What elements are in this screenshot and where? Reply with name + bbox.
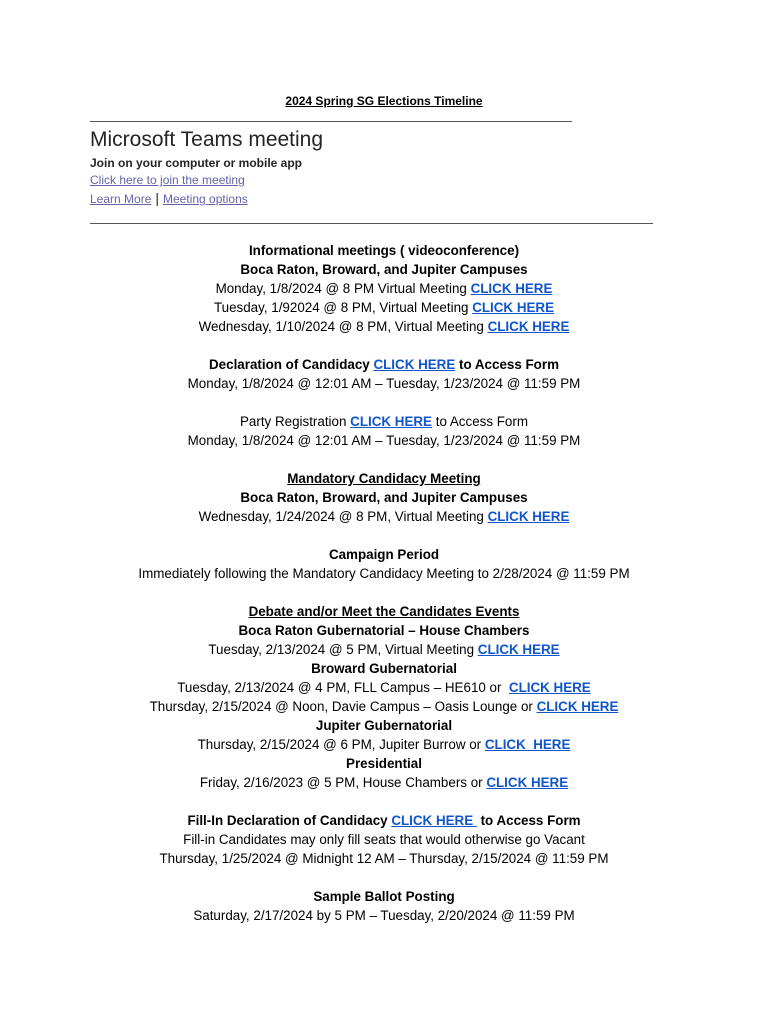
info-session-1-link[interactable]: CLICK HERE (470, 281, 553, 296)
presidential-debate-link[interactable]: CLICK HERE (486, 775, 569, 790)
timeline-content (0, 241, 768, 925)
party-registration-link[interactable]: CLICK HERE (350, 414, 432, 429)
info-session-3-link[interactable]: CLICK HERE (487, 319, 570, 334)
meeting-options-link[interactable]: Meeting options (163, 192, 248, 206)
jupiter-debate-heading: Jupiter Gubernatorial (315, 718, 453, 733)
party-registration-heading: Party Registration CLICK HERE to Access Form (240, 414, 528, 429)
document-title: 2024 Spring SG Elections Timeline (285, 94, 483, 108)
boca-debate-heading: Boca Raton Gubernatorial – House Chambers (238, 623, 530, 638)
broward-debate-row: Thursday, 2/15/2024 @ Noon, Davie Campus – Oasis Lounge or CLICK HERE (149, 699, 619, 714)
fill-in-heading: Fill-In Declaration of Candidacy CLICK HERE to Access Form (187, 813, 581, 828)
divider-top (90, 121, 572, 122)
boca-debate-row: Tuesday, 2/13/2024 @ 5 PM, Virtual Meeting CLICK HERE (208, 642, 560, 657)
declaration-dates: Monday, 1/8/2024 @ 12:01 AM – Tuesday, 1/23/2024 @ 11:59 PM (187, 376, 581, 391)
mandatory-meeting-campuses: Boca Raton, Broward, and Jupiter Campuses (240, 490, 528, 505)
party-registration-dates: Monday, 1/8/2024 @ 12:01 AM – Tuesday, 1/23/2024 @ 11:59 PM (187, 433, 581, 448)
mandatory-meeting-row: Wednesday, 1/24/2024 @ 8 PM, Virtual Meeting CLICK HERE (198, 509, 570, 524)
teams-meeting-block (90, 127, 323, 208)
fill-in-dates: Thursday, 1/25/2024 @ Midnight 12 AM – Thursday, 2/15/2024 @ 11:59 PM (159, 851, 609, 866)
presidential-debate-heading: Presidential (346, 756, 422, 771)
broward-debate-heading: Broward Gubernatorial (311, 661, 457, 676)
sample-ballot-heading: Sample Ballot Posting (313, 889, 455, 904)
mandatory-meeting-link[interactable]: CLICK HERE (487, 509, 570, 524)
campaign-period-text: Immediately following the Mandatory Candidacy Meeting to 2/28/2024 @ 11:59 PM (138, 566, 630, 581)
fill-in-link[interactable]: CLICK HERE (391, 813, 477, 828)
broward-debate-link-1[interactable]: CLICK HERE (508, 680, 591, 695)
teams-subheading: Join on your computer or mobile app (90, 156, 303, 170)
info-meetings-heading: Informational meetings ( videoconference) (248, 243, 520, 258)
declaration-heading: Declaration of Candidacy CLICK HERE to Access Form (209, 357, 559, 372)
jupiter-debate-link[interactable]: CLICK HERE (484, 737, 571, 752)
info-session-2-link[interactable]: CLICK HERE (472, 300, 555, 315)
learn-more-link[interactable]: Learn More (90, 192, 152, 206)
campaign-period-heading: Campaign Period (328, 547, 440, 562)
divider-teams-bottom (90, 223, 653, 224)
fill-in-note: Fill-in Candidates may only fill seats that would otherwise go Vacant (183, 832, 585, 847)
info-meetings-campuses: Boca Raton, Broward, and Jupiter Campuses (240, 262, 528, 277)
broward-debate-link-2[interactable]: CLICK HERE (536, 699, 619, 714)
broward-debate-row: Tuesday, 2/13/2024 @ 4 PM, FLL Campus – HE610 or CLICK HERE (177, 680, 591, 695)
info-session-row: Monday, 1/8/2024 @ 8 PM Virtual Meeting CLICK HERE (215, 281, 553, 296)
presidential-debate-row: Friday, 2/16/2023 @ 5 PM, House Chambers or CLICK HERE (199, 775, 569, 790)
declaration-link[interactable]: CLICK HERE (373, 357, 456, 372)
boca-debate-link[interactable]: CLICK HERE (477, 642, 560, 657)
debates-heading: Debate and/or Meet the Candidates Events (248, 604, 520, 619)
mandatory-meeting-heading: Mandatory Candidacy Meeting (287, 471, 481, 486)
link-separator: | (155, 190, 160, 206)
join-meeting-link[interactable]: Click here to join the meeting (90, 173, 245, 187)
info-session-row: Wednesday, 1/10/2024 @ 8 PM, Virtual Meeting CLICK HERE (198, 319, 570, 334)
teams-heading: Microsoft Teams meeting (90, 128, 324, 151)
info-session-row: Tuesday, 1/92024 @ 8 PM, Virtual Meeting CLICK HERE (213, 300, 555, 315)
jupiter-debate-row: Thursday, 2/15/2024 @ 6 PM, Jupiter Burrow or CLICK HERE (197, 737, 571, 752)
sample-ballot-dates: Saturday, 2/17/2024 by 5 PM – Tuesday, 2/20/2024 @ 11:59 PM (193, 908, 575, 923)
